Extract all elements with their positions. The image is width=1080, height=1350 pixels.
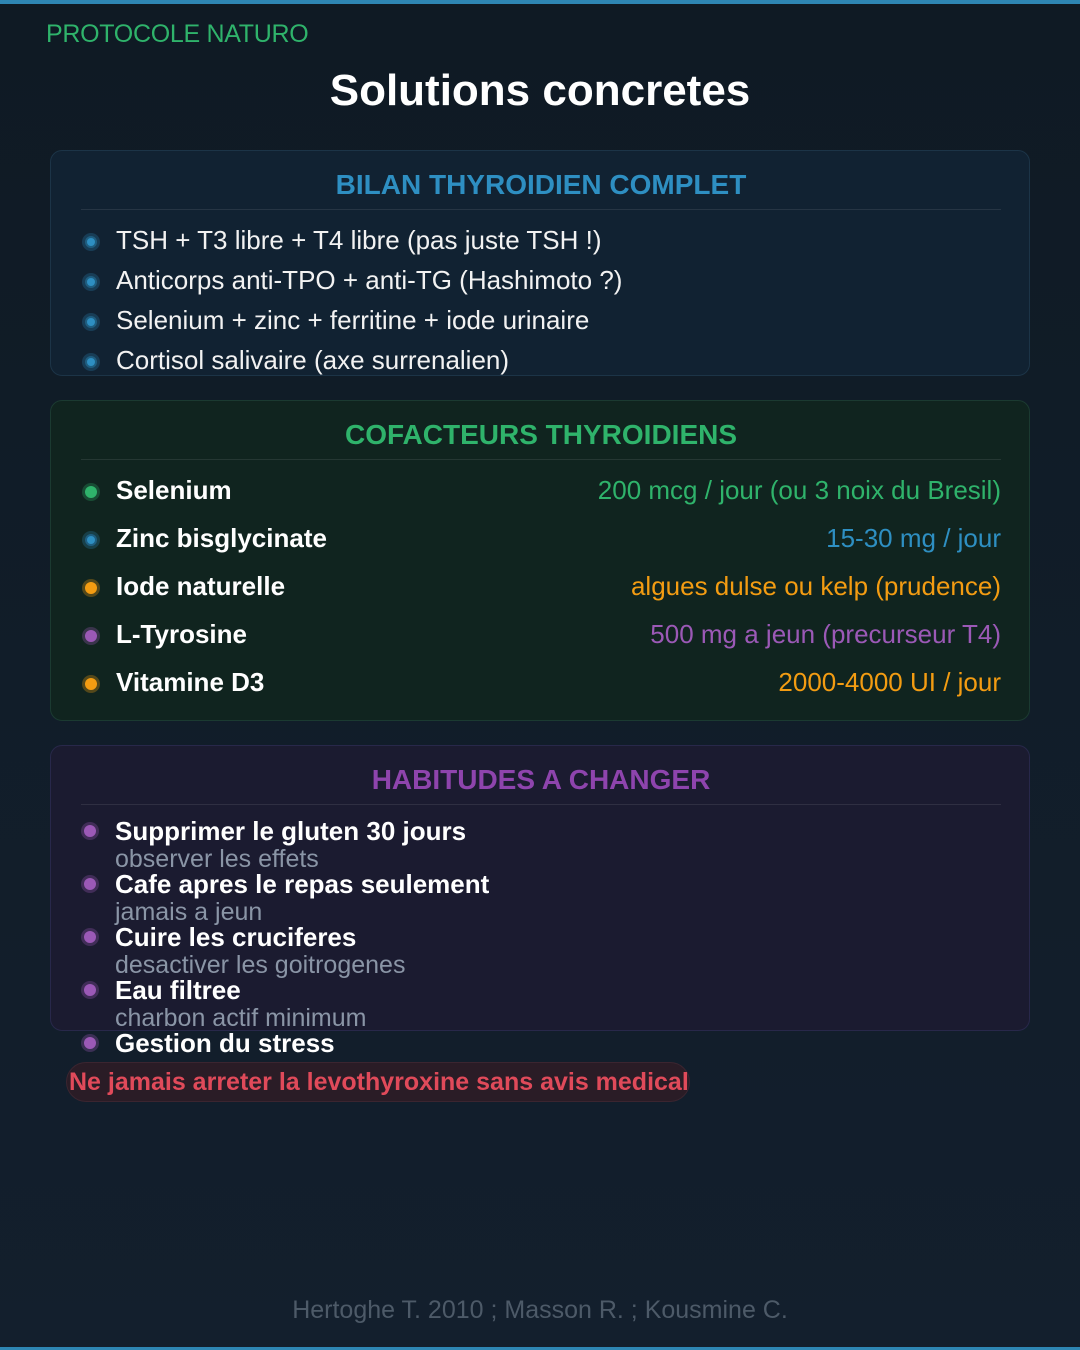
footer-references: Hertoghe T. 2010 ; Masson R. ; Kousmine C. — [292, 1296, 788, 1324]
bullet-dot-icon — [85, 316, 97, 328]
cofacteur-name: L-Tyrosine — [116, 619, 247, 649]
bullet-dot-icon — [85, 486, 97, 498]
habitude-subtitle: charbon actif minimum — [115, 1004, 367, 1032]
bilan-item-text: Anticorps anti-TPO + anti-TG (Hashimoto ?) — [116, 265, 623, 295]
habitude-subtitle: observer les effets — [115, 845, 319, 873]
cofacteur-name: Zinc bisglycinate — [116, 523, 327, 553]
bullet-dot-icon — [85, 356, 97, 368]
warning-text: Ne jamais arreter la levothyroxine sans avis medical — [69, 1068, 689, 1096]
kicker-label: PROTOCOLE NATURO — [46, 20, 309, 48]
cofacteur-dose: 2000-4000 UI / jour — [778, 667, 1001, 697]
bilan-item-text: Selenium + zinc + ferritine + iode urinaire — [116, 305, 590, 335]
bilan-heading: BILAN THYROIDIEN COMPLET — [81, 169, 1001, 210]
cofacteurs-card — [50, 400, 1030, 721]
cofacteur-name: Vitamine D3 — [116, 667, 265, 697]
cofacteurs-heading: COFACTEURS THYROIDIENS — [81, 419, 1001, 460]
bullet-dot-icon — [85, 630, 97, 642]
habitudes-heading: HABITUDES A CHANGER — [81, 764, 1001, 805]
habitude-title: Cuire les cruciferes — [115, 922, 357, 952]
cofacteur-dose: 15-30 mg / jour — [826, 523, 1001, 553]
habitude-title: Supprimer le gluten 30 jours — [115, 816, 467, 846]
cofacteur-name: Iode naturelle — [116, 571, 286, 601]
bilan-item-text: TSH + T3 libre + T4 libre (pas juste TSH !) — [116, 225, 602, 255]
cofacteur-dose: 500 mg a jeun (precurseur T4) — [650, 619, 1001, 649]
bullet-dot-icon — [84, 825, 96, 837]
top-accent-bar — [0, 0, 1080, 4]
bullet-dot-icon — [85, 678, 97, 690]
bullet-dot-icon — [84, 1037, 96, 1049]
bilan-card — [50, 150, 1030, 376]
cofacteur-name: Selenium — [116, 475, 232, 505]
bullet-dot-icon — [84, 931, 96, 943]
cofacteur-dose: algues dulse ou kelp (prudence) — [630, 571, 1001, 601]
habitude-title: Cafe apres le repas seulement — [115, 869, 490, 899]
habitude-subtitle: desactiver les goitrogenes — [115, 951, 406, 979]
habitude-title: Gestion du stress — [115, 1028, 335, 1058]
bullet-dot-icon — [84, 878, 96, 890]
habitude-subtitle: jamais a jeun — [115, 898, 263, 926]
bullet-dot-icon — [85, 276, 97, 288]
bullet-dot-icon — [85, 582, 97, 594]
bullet-dot-icon — [85, 236, 97, 248]
bullet-dot-icon — [84, 984, 96, 996]
cofacteur-dose: 200 mcg / jour (ou 3 noix du Bresil) — [597, 475, 1001, 505]
bullet-dot-icon — [85, 534, 97, 546]
bilan-item-text: Cortisol salivaire (axe surrenalien) — [116, 345, 510, 375]
habitude-title: Eau filtree — [115, 975, 241, 1005]
warning-banner — [66, 1062, 690, 1102]
page-title: Solutions concretes — [329, 66, 751, 115]
